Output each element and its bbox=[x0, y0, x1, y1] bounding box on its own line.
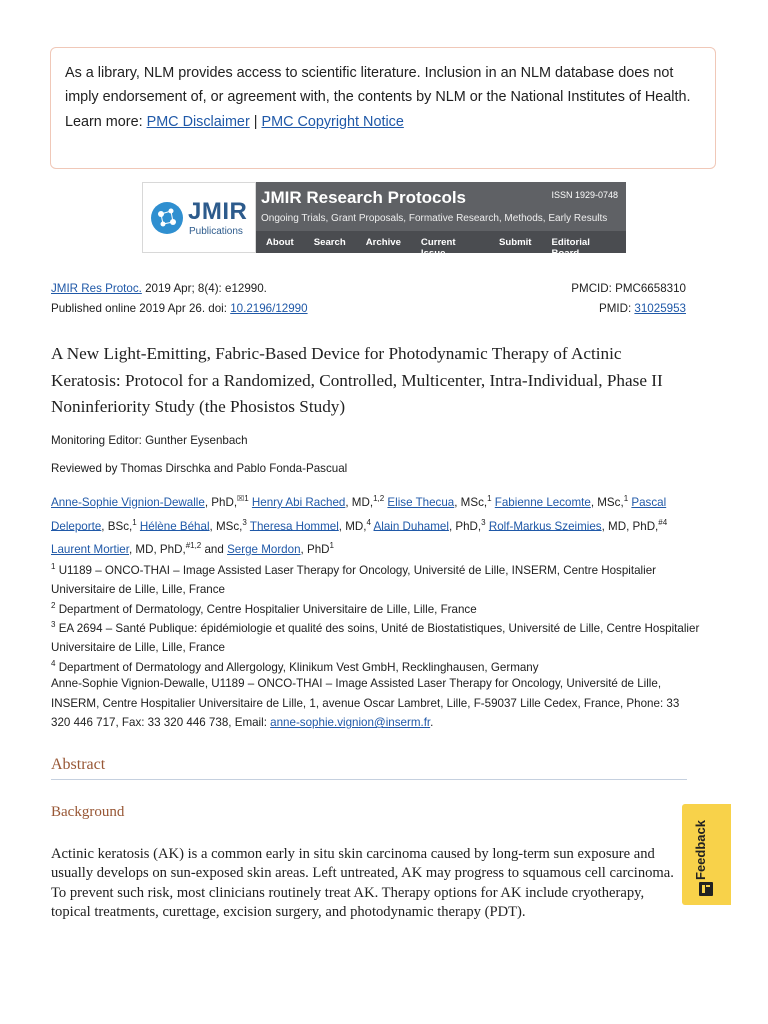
author-sup: 1 bbox=[132, 517, 137, 527]
affiliation-sup: 4 bbox=[51, 659, 56, 668]
author-sup: 3 bbox=[481, 517, 486, 527]
banner-header bbox=[256, 182, 626, 259]
author-degree: , MD, bbox=[345, 495, 374, 509]
author-degree: , PhD, bbox=[204, 495, 238, 509]
affiliation-item bbox=[51, 615, 701, 658]
banner-nav-current-issue[interactable]: Current Issue bbox=[420, 237, 456, 259]
author-degree: , PhD bbox=[300, 542, 330, 556]
pmid-label: PMID: bbox=[598, 302, 635, 315]
banner-nav bbox=[256, 231, 626, 259]
author-sup: 1 bbox=[487, 494, 492, 503]
author-degree: , MD, bbox=[338, 519, 367, 533]
author-link[interactable]: Serge Mordon bbox=[227, 542, 301, 556]
author-sup: 1 bbox=[329, 541, 334, 551]
affiliation-sup: 3 bbox=[51, 620, 56, 629]
notice-text: As a library, NLM provides access to scientific literature. Inclusion in an NLM database does not imply endorsement of, or agreement with, the contents by NLM or the National Institutes of Health. bbox=[65, 65, 691, 106]
pmcid: PMCID: PMC6658310 bbox=[571, 282, 686, 295]
author-sup: #1,2 bbox=[185, 541, 202, 551]
author-sup: 4 bbox=[366, 517, 371, 527]
nlm-notice bbox=[50, 47, 716, 169]
affiliation-item bbox=[51, 557, 701, 600]
affiliation-text: EA 2694 – Santé Publique: épidémiologie et qualité des soins, Unité de Biostatistiques, Université de Lille, Centre Hospitalier Universitaire de Lille, Lille, France bbox=[51, 621, 700, 655]
author-link[interactable]: Rolf-Markus Szeimies bbox=[488, 519, 602, 533]
background-heading: Background bbox=[51, 804, 125, 820]
author-degree: , MD, PhD, bbox=[128, 542, 186, 556]
citation-issue: 2019 Apr; 8(4): e12990. bbox=[145, 282, 267, 295]
citation-line bbox=[51, 282, 267, 295]
affiliation-text: Department of Dermatology and Allergology, Klinikum Vest GmbH, Recklinghausen, Germany bbox=[58, 660, 539, 674]
feedback-icon bbox=[699, 882, 713, 896]
author-sup: 3 bbox=[242, 517, 247, 527]
pmid-link[interactable]: 31025953 bbox=[634, 302, 686, 315]
email-link[interactable]: anne-sophie.vignion@inserm.fr bbox=[270, 716, 431, 729]
affiliation-sup: 1 bbox=[51, 562, 56, 571]
author-degree: , BSc, bbox=[101, 519, 133, 533]
pmc-disclaimer-link[interactable]: PMC Disclaimer bbox=[146, 113, 250, 130]
author-degree: , PhD, bbox=[448, 519, 482, 533]
feedback-label: Feedback bbox=[693, 820, 708, 880]
author-link[interactable]: Henry Abi Rached bbox=[251, 495, 346, 509]
logo-text: JMIR bbox=[188, 198, 248, 225]
author-list bbox=[51, 489, 701, 560]
author-link[interactable]: Laurent Mortier bbox=[51, 542, 129, 556]
author-link[interactable]: Anne-Sophie Vignion-Dewalle bbox=[51, 495, 205, 509]
background-text: Actinic keratosis (AK) is a common early in situ skin carcinoma caused by long-term sun exposure and usually develops on sun-exposed skin areas. Left untreated, AK may progress to squamous cell carcinoma. To prevent such risk, most clinicians routinely treat AK. Therapy options for AK include cryotherapy, topical treatments, curettage, excision surgery, and photodynamic therapy (PDT). bbox=[51, 846, 674, 920]
published-date: Published online 2019 Apr 26. doi: bbox=[51, 302, 231, 315]
author-link[interactable]: Pascal Deleporte bbox=[51, 495, 667, 533]
banner-nav-search[interactable]: Search bbox=[313, 237, 346, 248]
author-link[interactable]: Fabienne Lecomte bbox=[494, 495, 591, 509]
correspondence-text: Anne-Sophie Vignion-Dewalle, U1189 – ONCO-THAI – Image Assisted Laser Therapy for Oncology, Université de Lille, INSERM, Centre Hospitalier Universitaire de Lille, 1, avenue Oscar Lambret, Lille, F-59037 Lille Cedex, France, Phone: 33 320 446 717, Fax: 33 320 446 738, Email: bbox=[51, 677, 680, 729]
journal-issn: ISSN 1929-0748 bbox=[551, 190, 618, 200]
author-sup: 1 bbox=[623, 494, 629, 503]
authors-and: and bbox=[201, 542, 228, 556]
journal-name: JMIR Research Protocols bbox=[261, 188, 467, 207]
author-degree: , MSc, bbox=[454, 495, 488, 509]
pmc-copyright-link[interactable]: PMC Copyright Notice bbox=[261, 113, 404, 130]
author-sup: 1,2 bbox=[373, 494, 385, 503]
notice-separator: | bbox=[253, 113, 258, 130]
correspondence-end: . bbox=[430, 716, 434, 729]
pmid-line bbox=[599, 302, 686, 315]
logo-subtext: Publications bbox=[189, 226, 243, 237]
correspondence bbox=[51, 674, 701, 733]
affiliation-sup: 2 bbox=[51, 601, 56, 610]
author-degree: , MSc, bbox=[590, 495, 624, 509]
author-link[interactable]: Alain Duhamel bbox=[373, 519, 449, 533]
jmir-logo bbox=[142, 182, 256, 253]
author-link[interactable]: Hélène Béhal bbox=[139, 519, 210, 533]
monitoring-editor: Monitoring Editor: Gunther Eysenbach bbox=[51, 434, 248, 447]
author-sup: #4 bbox=[658, 517, 668, 527]
author-link[interactable]: Theresa Hommel bbox=[249, 519, 339, 533]
banner-nav-archive[interactable]: Archive bbox=[365, 237, 401, 248]
affiliation-text: U1189 – ONCO-THAI – Image Assisted Laser Therapy for Oncology, Université de Lille, INSERM, Centre Hospitalier Universitaire de Lille, Lille, France bbox=[51, 563, 657, 597]
abstract-divider bbox=[51, 779, 687, 780]
jmir-logo-icon bbox=[150, 201, 184, 235]
feedback-button[interactable] bbox=[682, 804, 731, 905]
doi-link[interactable]: 10.2196/12990 bbox=[230, 302, 308, 315]
journal-banner[interactable] bbox=[142, 182, 626, 259]
banner-nav-editorial-board[interactable]: Editorial Board bbox=[551, 237, 590, 259]
published-line bbox=[51, 302, 308, 315]
author-sup: ☒1 bbox=[237, 494, 249, 503]
learn-more-label: Learn more: bbox=[65, 113, 143, 130]
journal-link[interactable]: JMIR Res Protoc. bbox=[51, 282, 142, 295]
reviewers: Reviewed by Thomas Dirschka and Pablo Fonda-Pascual bbox=[51, 462, 348, 475]
author-degree: , MSc, bbox=[209, 519, 243, 533]
banner-nav-submit[interactable]: Submit bbox=[498, 237, 532, 248]
author-link[interactable]: Elise Thecua bbox=[387, 495, 455, 509]
abstract-heading: Abstract bbox=[51, 756, 106, 773]
article-title: A New Light-Emitting, Fabric-Based Device for Photodynamic Therapy of Actinic Keratosis: Protocol for a Randomized, Controlled, Multicenter, Intra-Individual, Phase II Noninferiority Study (the Phosistos Study) bbox=[51, 344, 663, 417]
affiliation-text: Department of Dermatology, Centre Hospitalier Universitaire de Lille, Lille, France bbox=[58, 602, 477, 616]
banner-nav-about[interactable]: About bbox=[266, 237, 294, 248]
journal-tagline: Ongoing Trials, Grant Proposals, Formative Research, Methods, Early Results bbox=[261, 213, 608, 224]
author-degree: , MD, PhD, bbox=[601, 519, 659, 533]
